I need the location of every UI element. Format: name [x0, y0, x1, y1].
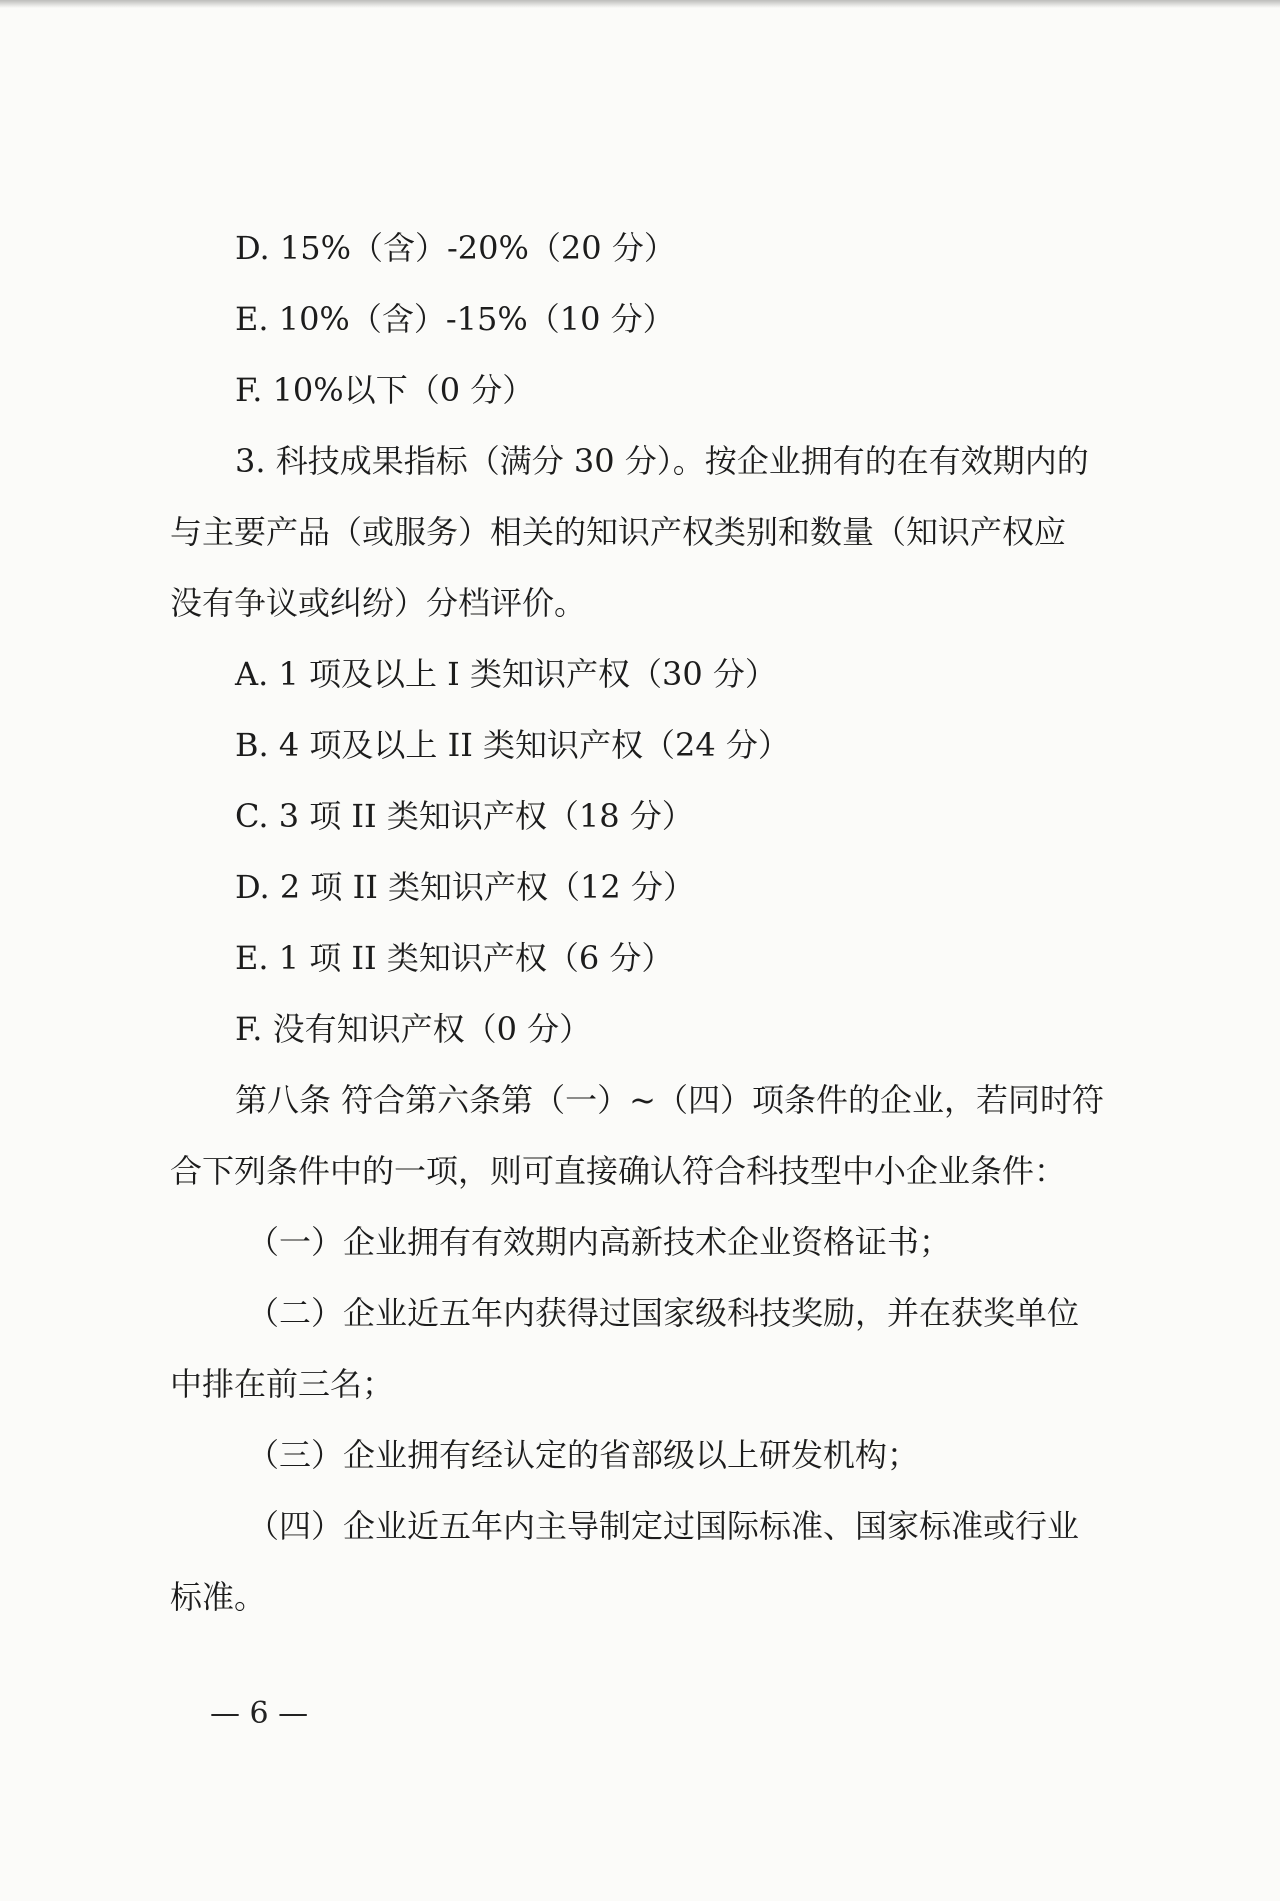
- text-line-tech-achievement-cont1: 与主要产品（或服务）相关的知识产权类别和数量（知识产权应: [170, 513, 1067, 551]
- scan-edge-shadow: [0, 0, 1280, 8]
- text-line-item-4-cont: 标准。: [170, 1578, 267, 1616]
- text-line-item-2-cont: 中排在前三名；: [170, 1365, 395, 1403]
- page-number: — 6 —: [210, 1696, 309, 1731]
- text-line-article-8: 第八条 符合第六条第（一）~（四）项条件的企业，若同时符: [235, 1081, 1104, 1119]
- text-line-e-10: E. 10%（含）-15%（10 分）: [235, 300, 675, 338]
- text-line-item-4: （四）企业近五年内主导制定过国际标准、国家标准或行业: [247, 1507, 1080, 1545]
- text-line-tech-achievement: 3. 科技成果指标（满分 30 分）。按企业拥有的在有效期内的: [235, 442, 1089, 480]
- text-line-a-ip: A. 1 项及以上 I 类知识产权（30 分）: [235, 655, 777, 693]
- text-line-tech-achievement-cont2: 没有争议或纠纷）分档评价。: [170, 584, 587, 622]
- text-line-b-ip: B. 4 项及以上 II 类知识产权（24 分）: [235, 726, 790, 764]
- text-line-c-ip: C. 3 项 II 类知识产权（18 分）: [235, 797, 694, 835]
- text-line-item-1: （一）企业拥有有效期内高新技术企业资格证书；: [247, 1223, 952, 1261]
- text-line-f-below-10: F. 10%以下（0 分）: [235, 371, 535, 409]
- text-line-article-8-cont: 合下列条件中的一项，则可直接确认符合科技型中小企业条件：: [170, 1152, 1067, 1190]
- text-line-d-ip: D. 2 项 II 类知识产权（12 分）: [235, 868, 695, 906]
- text-line-f-ip: F. 没有知识产权（0 分）: [235, 1010, 592, 1048]
- text-line-e-ip: E. 1 项 II 类知识产权（6 分）: [235, 939, 674, 977]
- text-line-d-15: D. 15%（含）-20%（20 分）: [235, 229, 676, 267]
- text-line-item-2: （二）企业近五年内获得过国家级科技奖励，并在获奖单位: [247, 1294, 1080, 1332]
- text-line-item-3: （三）企业拥有经认定的省部级以上研发机构；: [247, 1436, 920, 1474]
